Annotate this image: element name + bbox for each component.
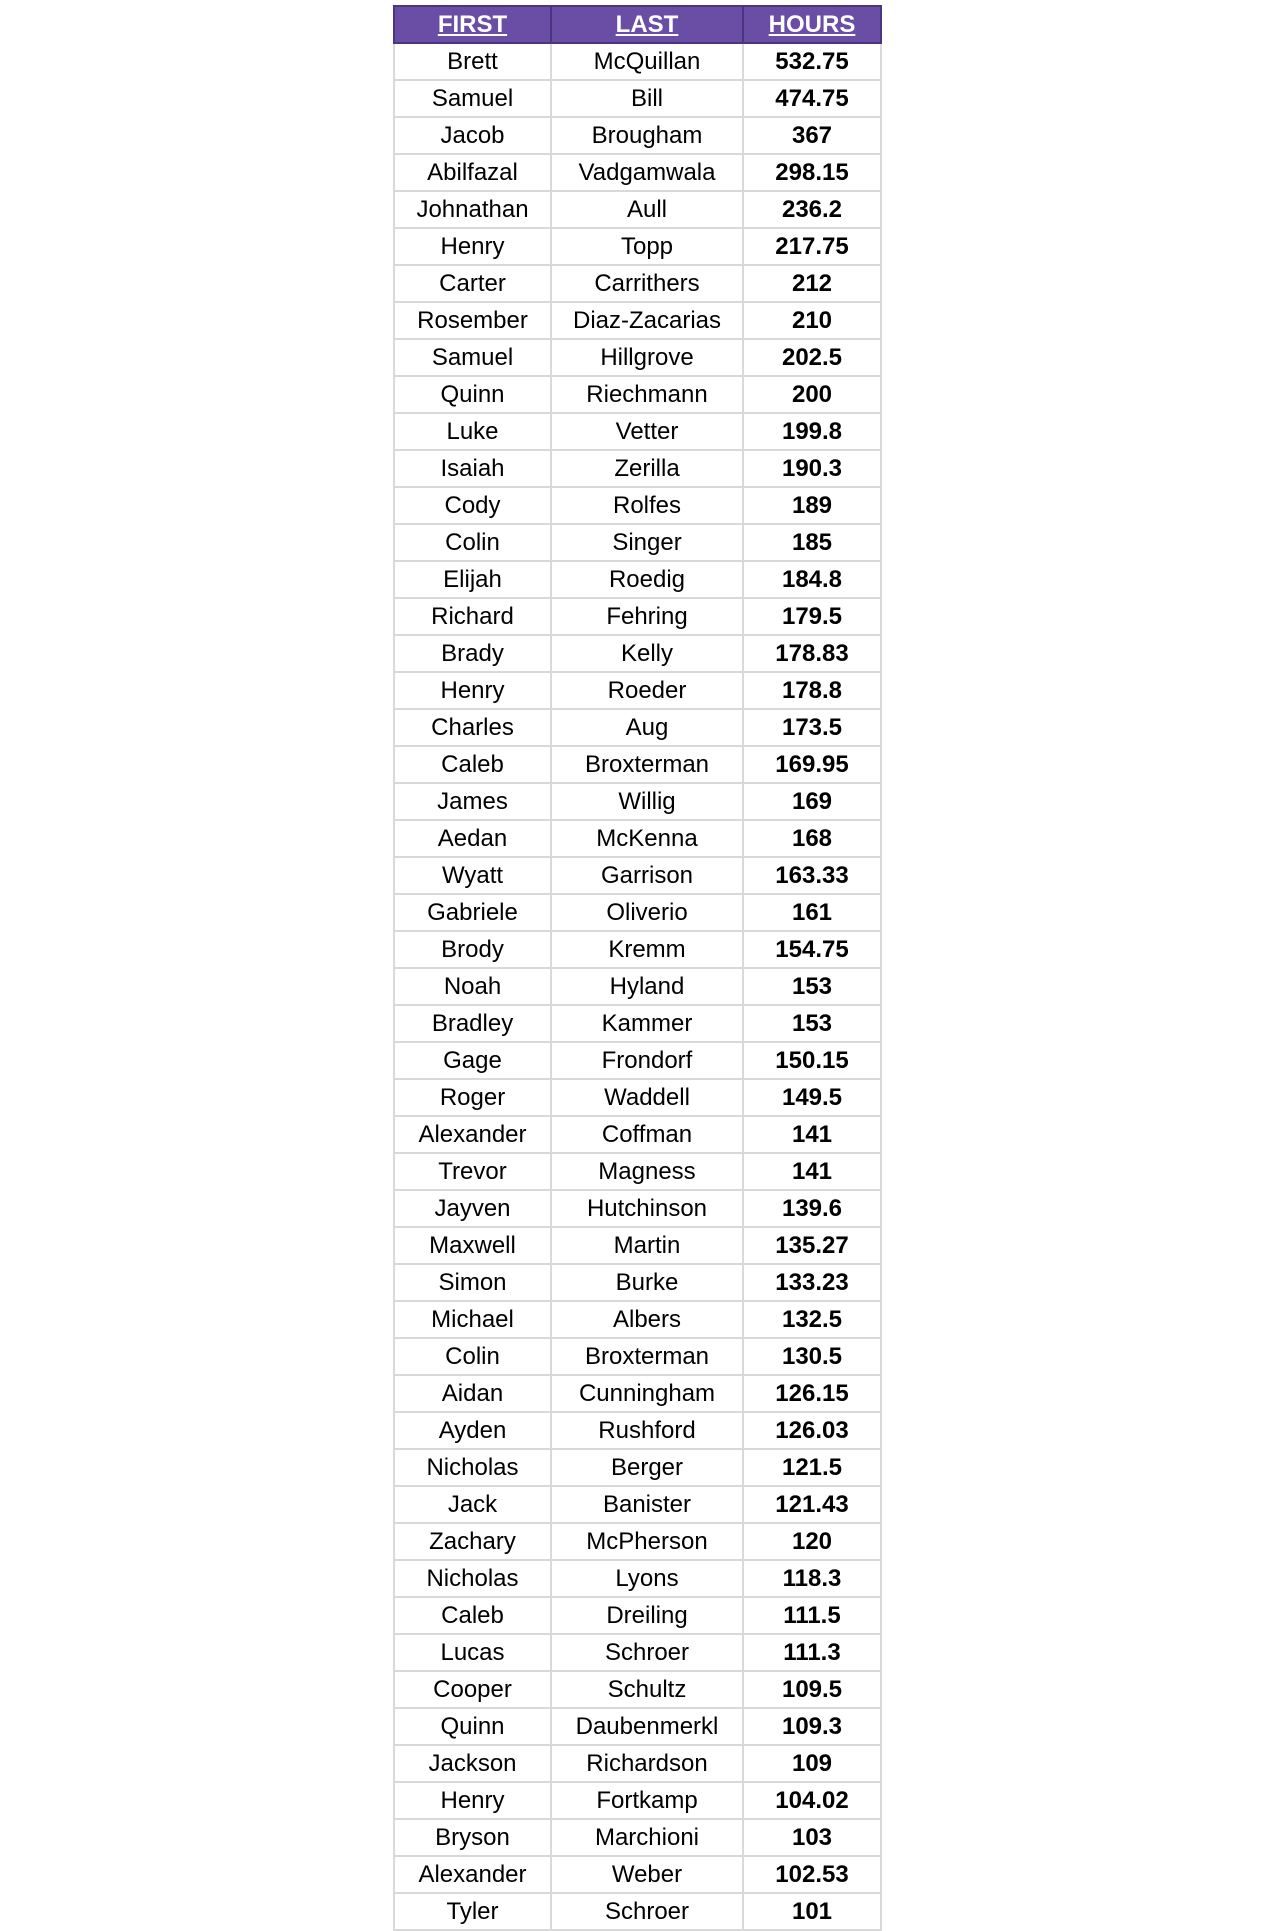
first-name-cell: Jackson [394,1745,551,1782]
last-name-cell: Hillgrove [551,339,743,376]
table-row [394,783,881,820]
last-name-cell: Lyons [551,1560,743,1597]
last-name-cell: Roedig [551,561,743,598]
hours-cell: 133.23 [743,1264,881,1301]
first-name-cell: Roger [394,1079,551,1116]
hours-cell: 153 [743,968,881,1005]
table-row [394,1671,881,1708]
last-name-cell: Kremm [551,931,743,968]
last-name-cell: Kammer [551,1005,743,1042]
hours-cell: 236.2 [743,191,881,228]
first-name-cell: Bradley [394,1005,551,1042]
hours-cell: 163.33 [743,857,881,894]
first-name-cell: Henry [394,228,551,265]
table-row [394,1375,881,1412]
hours-cell: 150.15 [743,1042,881,1079]
table-body [394,43,881,1930]
first-name-cell: Carter [394,265,551,302]
header-row [394,6,881,43]
hours-cell: 135.27 [743,1227,881,1264]
last-name-cell: Aug [551,709,743,746]
table-row [394,1486,881,1523]
last-name-cell: Magness [551,1153,743,1190]
hours-cell: 298.15 [743,154,881,191]
hours-cell: 161 [743,894,881,931]
first-name-cell: Nicholas [394,1560,551,1597]
first-name-cell: Jacob [394,117,551,154]
table-row [394,1893,881,1930]
last-name-cell: Schroer [551,1634,743,1671]
table-row [394,117,881,154]
last-name-cell: Daubenmerkl [551,1708,743,1745]
table-row [394,80,881,117]
hours-cell: 474.75 [743,80,881,117]
table-row [394,191,881,228]
last-name-cell: Willig [551,783,743,820]
first-name-cell: Brady [394,635,551,672]
last-name-cell: Coffman [551,1116,743,1153]
table-row [394,894,881,931]
first-name-cell: Jack [394,1486,551,1523]
first-name-cell: Wyatt [394,857,551,894]
hours-cell: 153 [743,1005,881,1042]
first-name-cell: Ayden [394,1412,551,1449]
last-name-cell: Roeder [551,672,743,709]
table-row [394,672,881,709]
table-row [394,450,881,487]
last-name-cell: Vetter [551,413,743,450]
table-row [394,931,881,968]
last-name-cell: Aull [551,191,743,228]
table-row [394,265,881,302]
last-name-cell: McQuillan [551,43,743,80]
hours-cell: 169 [743,783,881,820]
hours-cell: 121.43 [743,1486,881,1523]
table-row [394,413,881,450]
first-name-cell: Zachary [394,1523,551,1560]
table-row [394,339,881,376]
first-name-cell: Michael [394,1301,551,1338]
last-name-cell: Fortkamp [551,1782,743,1819]
hours-cell: 173.5 [743,709,881,746]
last-name-cell: Cunningham [551,1375,743,1412]
first-name-cell: Aidan [394,1375,551,1412]
last-name-cell: Frondorf [551,1042,743,1079]
table-row [394,1153,881,1190]
table-row [394,228,881,265]
table-row [394,635,881,672]
table-row [394,1449,881,1486]
table-row [394,1412,881,1449]
last-name-cell: Brougham [551,117,743,154]
hours-cell: 109 [743,1745,881,1782]
hours-cell: 132.5 [743,1301,881,1338]
last-name-cell: Kelly [551,635,743,672]
last-name-cell: Bill [551,80,743,117]
last-name-cell: Riechmann [551,376,743,413]
hours-cell: 189 [743,487,881,524]
last-name-cell: Weber [551,1856,743,1893]
first-name-cell: Noah [394,968,551,1005]
table-row [394,43,881,80]
first-name-cell: Colin [394,1338,551,1375]
hours-cell: 109.5 [743,1671,881,1708]
hours-cell: 139.6 [743,1190,881,1227]
first-name-cell: Samuel [394,339,551,376]
last-name-cell: Rushford [551,1412,743,1449]
first-name-cell: Brett [394,43,551,80]
table-row [394,1338,881,1375]
hours-cell: 101 [743,1893,881,1930]
table-row [394,1079,881,1116]
table-row [394,487,881,524]
table-row [394,1042,881,1079]
last-name-cell: Singer [551,524,743,561]
hours-cell: 200 [743,376,881,413]
table-row [394,1708,881,1745]
last-name-cell: Marchioni [551,1819,743,1856]
table-row [394,1523,881,1560]
hours-cell: 212 [743,265,881,302]
table-row [394,1116,881,1153]
table-header [394,6,881,43]
last-name-cell: Oliverio [551,894,743,931]
first-name-cell: Colin [394,524,551,561]
first-name-cell: Gabriele [394,894,551,931]
hours-cell: 179.5 [743,598,881,635]
hours-cell: 141 [743,1153,881,1190]
first-name-cell: Maxwell [394,1227,551,1264]
first-name-cell: Charles [394,709,551,746]
first-name-cell: Elijah [394,561,551,598]
first-name-cell: Cody [394,487,551,524]
first-name-cell: Richard [394,598,551,635]
column-header-last[interactable]: LAST [551,6,743,43]
table-row [394,1819,881,1856]
last-name-cell: McKenna [551,820,743,857]
last-name-cell: Burke [551,1264,743,1301]
hours-cell: 111.3 [743,1634,881,1671]
hours-cell: 141 [743,1116,881,1153]
table-row [394,1301,881,1338]
last-name-cell: Albers [551,1301,743,1338]
last-name-cell: Banister [551,1486,743,1523]
hours-cell: 102.53 [743,1856,881,1893]
first-name-cell: Trevor [394,1153,551,1190]
hours-cell: 111.5 [743,1597,881,1634]
last-name-cell: Broxterman [551,746,743,783]
column-header-hours[interactable]: HOURS [743,6,881,43]
last-name-cell: Hyland [551,968,743,1005]
first-name-cell: Nicholas [394,1449,551,1486]
hours-cell: 199.8 [743,413,881,450]
first-name-cell: Aedan [394,820,551,857]
first-name-cell: Lucas [394,1634,551,1671]
table-row [394,968,881,1005]
first-name-cell: James [394,783,551,820]
last-name-cell: Schroer [551,1893,743,1930]
hours-cell: 532.75 [743,43,881,80]
last-name-cell: Fehring [551,598,743,635]
table-row [394,857,881,894]
hours-cell: 202.5 [743,339,881,376]
first-name-cell: Jayven [394,1190,551,1227]
first-name-cell: Quinn [394,1708,551,1745]
hours-cell: 126.15 [743,1375,881,1412]
table-row [394,1005,881,1042]
table-row [394,524,881,561]
table-row [394,1190,881,1227]
last-name-cell: Berger [551,1449,743,1486]
last-name-cell: Diaz-Zacarias [551,302,743,339]
hours-cell: 109.3 [743,1708,881,1745]
hours-cell: 169.95 [743,746,881,783]
first-name-cell: Henry [394,1782,551,1819]
table-row [394,154,881,191]
last-name-cell: Martin [551,1227,743,1264]
last-name-cell: Broxterman [551,1338,743,1375]
hours-cell: 121.5 [743,1449,881,1486]
hours-cell: 154.75 [743,931,881,968]
table-row [394,1634,881,1671]
table-row [394,1597,881,1634]
hours-cell: 126.03 [743,1412,881,1449]
hours-cell: 178.8 [743,672,881,709]
first-name-cell: Abilfazal [394,154,551,191]
hours-cell: 217.75 [743,228,881,265]
table-row [394,1560,881,1597]
hours-cell: 149.5 [743,1079,881,1116]
hours-cell: 190.3 [743,450,881,487]
last-name-cell: Waddell [551,1079,743,1116]
table-row [394,1856,881,1893]
table-row [394,1782,881,1819]
table-row [394,1264,881,1301]
first-name-cell: Isaiah [394,450,551,487]
table-row [394,561,881,598]
last-name-cell: Carrithers [551,265,743,302]
last-name-cell: Garrison [551,857,743,894]
hours-cell: 103 [743,1819,881,1856]
hours-cell: 118.3 [743,1560,881,1597]
hours-cell: 104.02 [743,1782,881,1819]
hours-cell: 130.5 [743,1338,881,1375]
first-name-cell: Quinn [394,376,551,413]
last-name-cell: Zerilla [551,450,743,487]
hours-table [393,5,882,1931]
table-row [394,302,881,339]
hours-cell: 184.8 [743,561,881,598]
last-name-cell: Rolfes [551,487,743,524]
last-name-cell: Schultz [551,1671,743,1708]
hours-cell: 185 [743,524,881,561]
first-name-cell: Caleb [394,746,551,783]
first-name-cell: Alexander [394,1856,551,1893]
table-row [394,376,881,413]
first-name-cell: Samuel [394,80,551,117]
first-name-cell: Tyler [394,1893,551,1930]
first-name-cell: Rosember [394,302,551,339]
first-name-cell: Simon [394,1264,551,1301]
column-header-first[interactable]: FIRST [394,6,551,43]
hours-cell: 178.83 [743,635,881,672]
first-name-cell: Henry [394,672,551,709]
hours-cell: 168 [743,820,881,857]
hours-cell: 367 [743,117,881,154]
first-name-cell: Luke [394,413,551,450]
table-row [394,598,881,635]
last-name-cell: Dreiling [551,1597,743,1634]
first-name-cell: Gage [394,1042,551,1079]
last-name-cell: McPherson [551,1523,743,1560]
first-name-cell: Brody [394,931,551,968]
first-name-cell: Cooper [394,1671,551,1708]
table-row [394,820,881,857]
table-row [394,709,881,746]
first-name-cell: Bryson [394,1819,551,1856]
hours-cell: 210 [743,302,881,339]
hours-cell: 120 [743,1523,881,1560]
table-row [394,1745,881,1782]
last-name-cell: Hutchinson [551,1190,743,1227]
last-name-cell: Topp [551,228,743,265]
table-row [394,1227,881,1264]
last-name-cell: Vadgamwala [551,154,743,191]
first-name-cell: Alexander [394,1116,551,1153]
first-name-cell: Caleb [394,1597,551,1634]
first-name-cell: Johnathan [394,191,551,228]
table-row [394,746,881,783]
last-name-cell: Richardson [551,1745,743,1782]
